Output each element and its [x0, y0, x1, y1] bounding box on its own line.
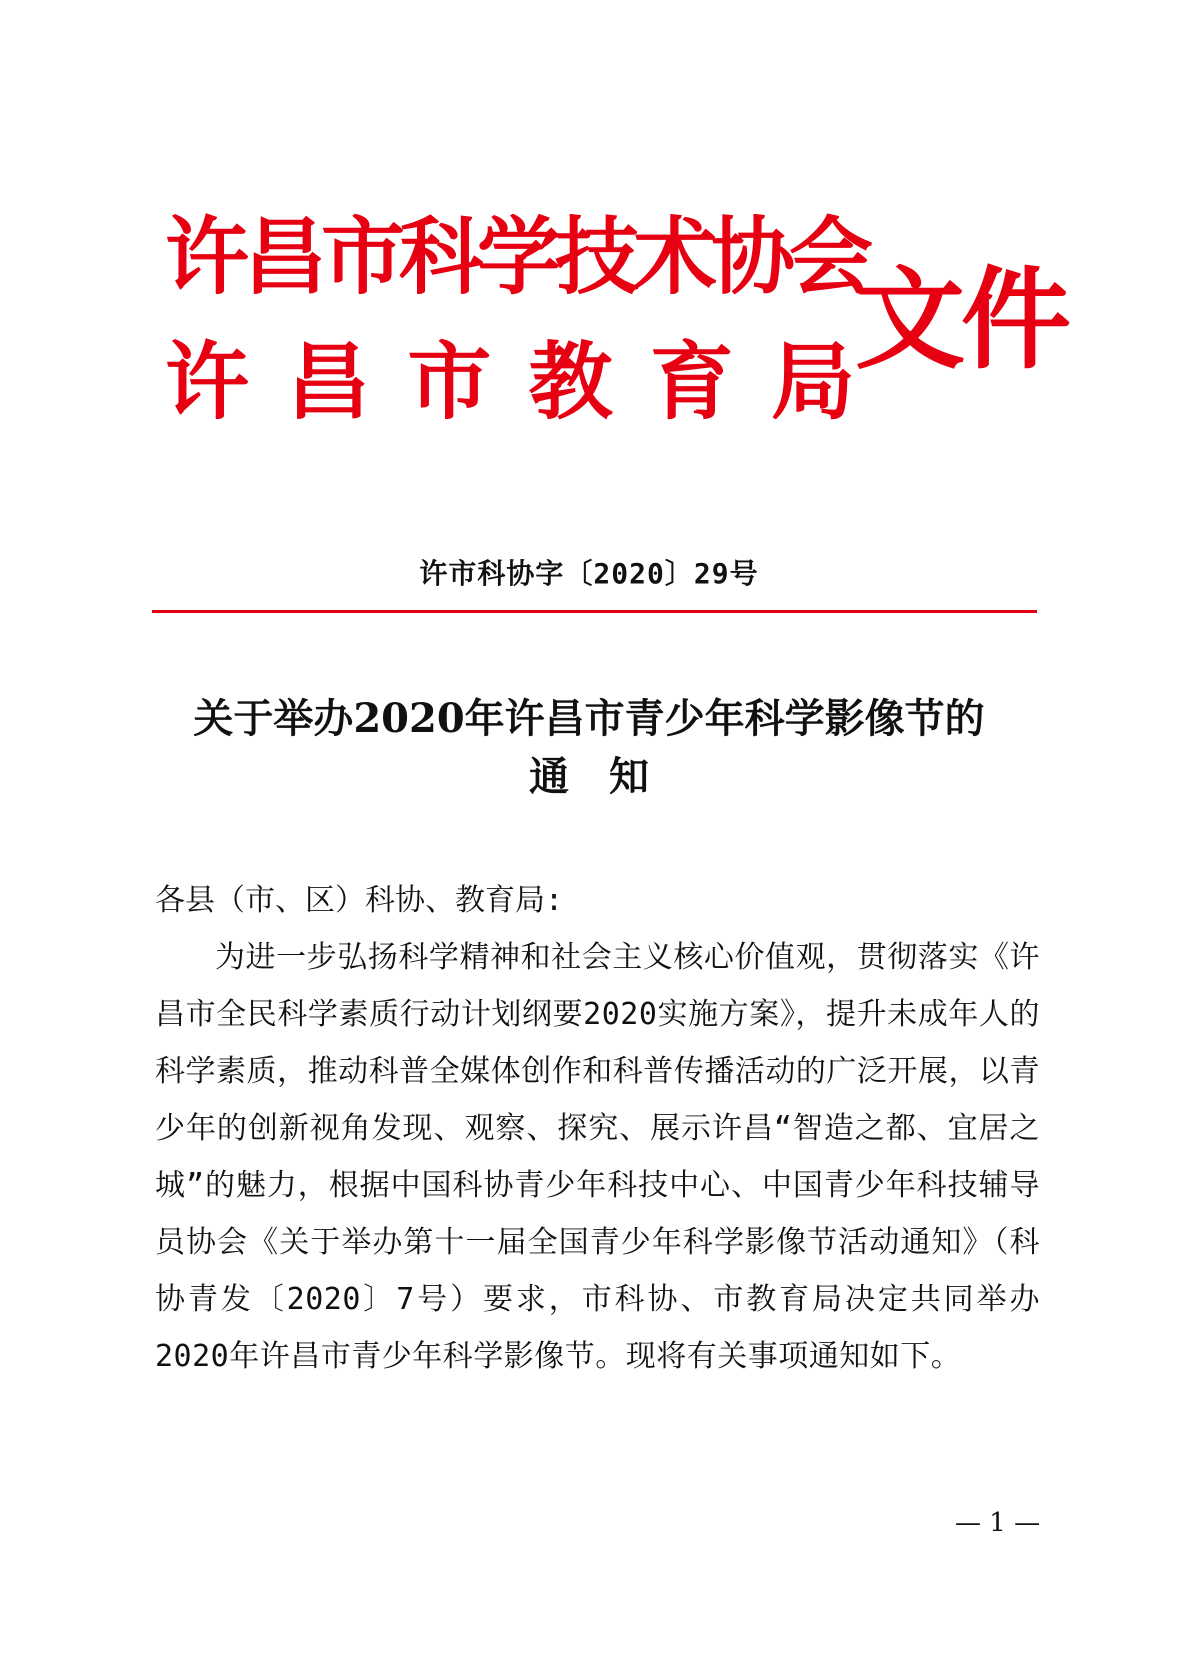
document-type-label: 文件	[855, 255, 1067, 384]
issuer-char: 局	[770, 332, 855, 431]
title-line-2: 通知	[529, 753, 689, 800]
issuer-education-bureau	[165, 332, 855, 431]
document-body	[155, 872, 1040, 1385]
document-number: 许市科协字〔2020〕29号	[419, 557, 759, 590]
issuer-char: 昌	[286, 332, 371, 431]
issuer-char: 市	[407, 332, 492, 431]
issuer-science-association: 许昌市科学技术协会	[165, 207, 868, 306]
red-divider-line	[152, 610, 1037, 613]
document-header	[165, 195, 1065, 455]
issuer-char: 育	[649, 332, 734, 431]
salutation: 各县（市、区）科协、教育局:	[155, 883, 564, 918]
page-number: — 1 —	[955, 1508, 1041, 1538]
document-title	[0, 690, 1178, 806]
issuer-char: 教	[528, 332, 613, 431]
title-line-1: 关于举办2020年许昌市青少年科学影像节的	[193, 695, 985, 742]
body-paragraph: 为进一步弘扬科学精神和社会主义核心价值观，贯彻落实《许昌市全民科学素质行动计划纲要2020实施方案》，提升未成年人的科学素质，推动科普全媒体创作和科普传播活动的广泛开展，以青少年的创新视角发现、观察、探究、展示许昌“智造之都、宜居之城”的魅力，根据中国科协青少年科技中心、中国青少年科技辅导员协会《关于举办第十一届全国青少年科学影像节活动通知》（科协青发〔2020〕7号）要求，市科协、市教育局决定共同举办2020年许昌市青少年科学影像节。现将有关事项通知如下。	[155, 940, 1040, 1374]
issuer-char: 许	[165, 332, 250, 431]
